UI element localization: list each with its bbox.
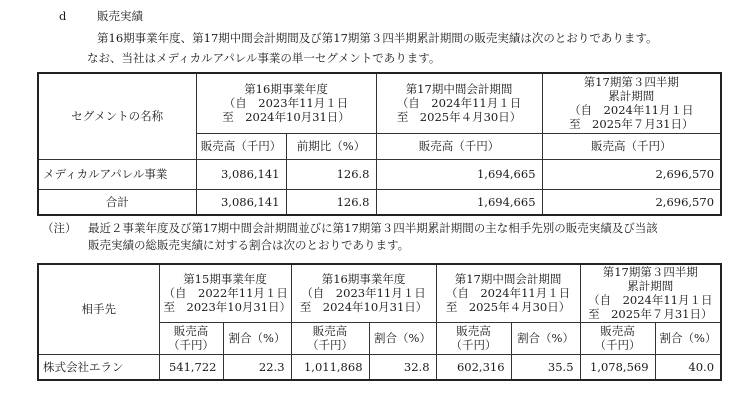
subheader-sales: 販売高 （千円）: [436, 322, 511, 354]
period-header-fy16: 第16期事業年度 （自 2023年11月１日 至 2024年10月31日）: [291, 264, 436, 322]
cell-value: 602,316: [436, 354, 511, 380]
table-row: [38, 354, 721, 380]
subheader-yoy: 前期比（%）: [286, 133, 376, 159]
cell-value: 35.5: [511, 354, 580, 380]
cell-value: 1,011,868: [291, 354, 369, 380]
sales-by-customer-table: [37, 263, 722, 381]
cell-value: 126.8: [286, 189, 376, 215]
party-header: 相手先: [38, 264, 159, 354]
period-header-q3-17: 第17期第３四半期 累計期間 （自 2024年11月１日 至 2025年７月31日）: [542, 73, 721, 133]
sales-by-segment-table: [37, 72, 722, 216]
cell-value: 3,086,141: [196, 189, 286, 215]
table-row-total: [38, 189, 721, 215]
subheader-sales: 販売高（千円）: [196, 133, 286, 159]
subheader-sales: 販売高 （千円）: [291, 322, 369, 354]
cell-value: 1,694,665: [376, 159, 542, 189]
cell-value: 2,696,570: [542, 159, 721, 189]
cell-value: 3,086,141: [196, 159, 286, 189]
subheader-sales: 販売高 （千円）: [159, 322, 223, 354]
table-row: [38, 159, 721, 189]
note-marker: （注）: [42, 221, 77, 235]
period-header-fy16: 第16期事業年度 （自 2023年11月１日 至 2024年10月31日）: [196, 73, 376, 133]
note-line-1: 最近２事業年度及び第17期中間会計期間並びに第17期第３四半期累計期間の主な相手先別の販売実績及び当該: [88, 221, 658, 235]
section-marker: d: [59, 9, 67, 23]
cell-value: 1,694,665: [376, 189, 542, 215]
cell-value: 2,696,570: [542, 189, 721, 215]
subheader-sales: 販売高 （千円）: [580, 322, 655, 354]
row-label: メディカルアパレル事業: [38, 159, 196, 189]
period-header-interim17: 第17期中間会計期間 （自 2024年11月１日 至 2025年４月30日）: [436, 264, 580, 322]
intro-line-2: なお、当社はメディカルアパレル事業の単一セグメントであります。: [87, 51, 441, 65]
subheader-sales: 販売高（千円）: [376, 133, 542, 159]
cell-value: 541,722: [159, 354, 223, 380]
intro-line-1: 第16期事業年度、第17期中間会計期間及び第17期第３四半期累計期間の販売実績は次のとおりであります。: [97, 31, 658, 45]
row-label: 合計: [38, 189, 196, 215]
segment-header: セグメントの名称: [38, 73, 196, 159]
period-header-fy15: 第15期事業年度 （自 2022年11月１日 至 2023年10月31日）: [159, 264, 291, 322]
cell-value: 32.8: [369, 354, 436, 380]
cell-value: 40.0: [655, 354, 721, 380]
subheader-sales: 販売高（千円）: [542, 133, 721, 159]
period-header-q3-17: 第17期第３四半期 累計期間 （自 2024年11月１日 至 2025年７月31日）: [580, 264, 721, 322]
row-label: 株式会社エラン: [38, 354, 159, 380]
section-heading: 販売実績: [97, 9, 143, 23]
subheader-ratio: 割合（%）: [223, 322, 291, 354]
subheader-ratio: 割合（%）: [655, 322, 721, 354]
period-header-interim17: 第17期中間会計期間 （自 2024年11月１日 至 2025年４月30日）: [376, 73, 542, 133]
cell-value: 22.3: [223, 354, 291, 380]
cell-value: 1,078,569: [580, 354, 655, 380]
subheader-ratio: 割合（%）: [369, 322, 436, 354]
cell-value: 126.8: [286, 159, 376, 189]
note-line-2: 販売実績の総販売実績に対する割合は次のとおりであります。: [88, 238, 410, 252]
subheader-ratio: 割合（%）: [511, 322, 580, 354]
